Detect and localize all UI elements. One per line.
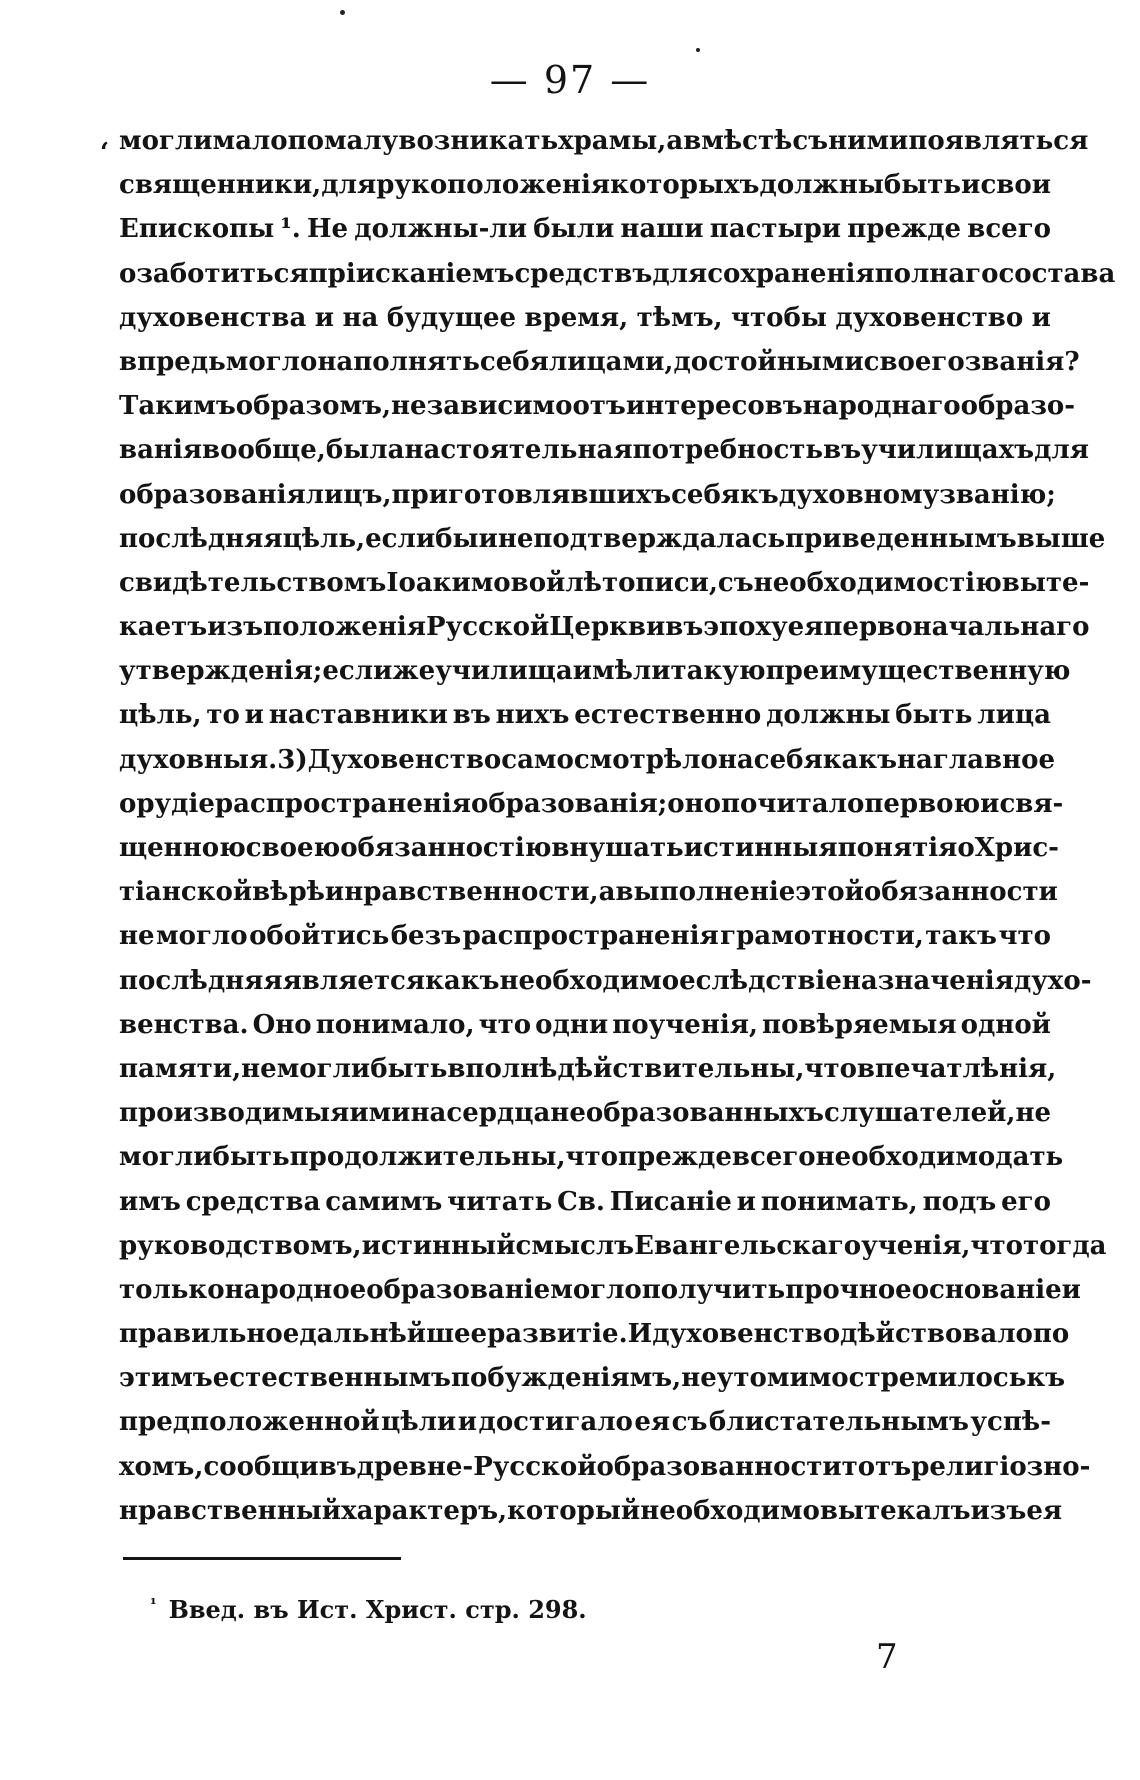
- word: не: [497, 523, 534, 554]
- word: средства: [185, 1186, 321, 1217]
- word: ея: [634, 1407, 671, 1438]
- word: какъ: [822, 744, 898, 775]
- word: образованія: [119, 479, 306, 510]
- word: впредь: [119, 346, 226, 377]
- word: повѣряемыя: [762, 1009, 957, 1040]
- word: Евангельскаго: [634, 1230, 862, 1261]
- word: сердца: [446, 1098, 551, 1129]
- text-line: [119, 1098, 1051, 1142]
- text-line: [119, 214, 1051, 258]
- text-line: [119, 1407, 1051, 1451]
- word: всего: [967, 214, 1051, 245]
- word: дать: [995, 1142, 1064, 1173]
- text-line: [119, 1053, 1057, 1098]
- word: памяти,: [119, 1053, 242, 1084]
- word: по: [1032, 1319, 1070, 1350]
- text-line: [119, 170, 1051, 214]
- word: могли: [276, 1053, 371, 1084]
- word: обязанности: [863, 877, 1058, 908]
- word: къ: [740, 479, 779, 510]
- text-line: [119, 1010, 1051, 1054]
- word: такую: [670, 656, 766, 687]
- word: выполненіе: [615, 877, 796, 908]
- word: будущее: [386, 302, 517, 333]
- word: званію;: [939, 479, 1056, 510]
- word: приведеннымъ: [785, 523, 1017, 554]
- word: необразованныхъ: [550, 1098, 824, 1129]
- word: на: [410, 1098, 447, 1129]
- word: народное: [224, 1274, 367, 1305]
- word: вытекалъ: [819, 1495, 971, 1526]
- footnote-marker: ¹: [150, 1595, 157, 1613]
- word: ея: [1026, 1495, 1063, 1526]
- word: обязанностію: [340, 833, 552, 863]
- word: который: [507, 1495, 641, 1526]
- word: образованія;: [471, 788, 668, 819]
- ink-speck: [340, 10, 345, 15]
- text-line: [119, 523, 1106, 568]
- word: же: [392, 656, 436, 687]
- word: училища: [435, 656, 573, 687]
- text-line: [119, 965, 1092, 1010]
- word: достигало: [478, 1407, 633, 1438]
- word: и: [478, 523, 498, 554]
- word: и: [961, 170, 981, 201]
- word: что: [970, 1230, 1023, 1261]
- word: основаніе: [911, 1274, 1062, 1305]
- word: свя-: [999, 788, 1064, 819]
- word: и: [457, 1407, 478, 1438]
- word: впечатлѣнія,: [856, 1053, 1057, 1084]
- word: что: [565, 1142, 619, 1173]
- word: безъ: [390, 921, 462, 952]
- word: читать: [447, 1186, 553, 1217]
- word: поученія,: [612, 1009, 758, 1040]
- text-line: [119, 877, 1058, 921]
- word: ¹.: [280, 214, 301, 245]
- word: одни: [535, 1009, 609, 1040]
- word: тогда: [1022, 1230, 1107, 1261]
- word: образованности: [596, 1451, 842, 1482]
- word: священники,: [119, 170, 322, 201]
- word: выше: [1016, 523, 1106, 554]
- word: могло: [156, 921, 248, 952]
- word: духовныя.: [119, 744, 278, 775]
- word: и: [1031, 302, 1051, 333]
- word: озаботиться: [119, 258, 309, 289]
- word: одной: [960, 1009, 1051, 1040]
- word: народнаго: [802, 391, 961, 422]
- word: истинный: [361, 1230, 516, 1261]
- word: на: [897, 744, 933, 775]
- word: своего: [863, 346, 965, 377]
- text-line: [119, 1187, 1051, 1231]
- word: И: [627, 1319, 653, 1350]
- word: дальнѣйшее: [299, 1319, 488, 1350]
- word: главное: [932, 744, 1056, 775]
- word: духовенства: [119, 302, 307, 333]
- word: изъ: [970, 1495, 1027, 1526]
- word: успѣ-: [970, 1407, 1051, 1438]
- text-line: [119, 1142, 1064, 1186]
- text-line: [119, 1274, 1081, 1319]
- footnote-separator: [123, 1557, 401, 1560]
- word: могли: [119, 1142, 213, 1173]
- word: первою: [864, 788, 981, 819]
- word: на: [342, 302, 379, 333]
- word: Св.: [557, 1186, 605, 1217]
- word: отъ: [572, 391, 626, 422]
- word: по: [287, 126, 324, 156]
- word: Хрис-: [974, 833, 1059, 863]
- text-line: [119, 567, 1090, 612]
- text-line: [119, 1451, 1091, 1496]
- word: наставники: [268, 700, 448, 731]
- word: если: [365, 523, 436, 554]
- word: потребность: [632, 435, 824, 466]
- word: прежде: [618, 1142, 732, 1173]
- word: званія?: [964, 346, 1080, 377]
- word: не: [241, 1053, 277, 1084]
- word: рукоположенія: [376, 170, 611, 201]
- word: полнаго: [874, 258, 999, 289]
- word: необходимо: [640, 1495, 820, 1526]
- word: и: [324, 877, 345, 908]
- word: сообщивъ: [203, 1451, 357, 1482]
- ink-speck: [696, 48, 700, 52]
- word: подъ: [922, 1186, 997, 1217]
- text-line: [119, 1230, 1107, 1275]
- word: производимыя: [119, 1098, 350, 1129]
- word: и: [314, 302, 335, 333]
- word: своею: [245, 833, 341, 863]
- word: для: [1034, 435, 1089, 466]
- word: духовенство: [835, 302, 1024, 333]
- word: лѣтописи,: [565, 567, 718, 598]
- word: себя: [671, 479, 741, 510]
- word: независимо: [391, 391, 573, 422]
- word: ея: [787, 612, 824, 643]
- word: ими: [349, 1098, 411, 1129]
- word: Такимъ: [119, 391, 236, 422]
- word: свидѣтельствомъ: [119, 567, 387, 598]
- text-line: [119, 744, 1056, 789]
- word: возникать: [398, 126, 559, 156]
- word: о: [957, 833, 975, 863]
- word: что: [478, 1009, 532, 1040]
- text-line: [119, 921, 1051, 965]
- word: ванія: [119, 435, 203, 466]
- word: себя: [753, 744, 823, 775]
- word: вѣрѣ: [252, 877, 325, 908]
- word: слѣдствіе: [695, 965, 842, 996]
- text-line: [119, 346, 1080, 391]
- word: интересовъ: [625, 391, 803, 422]
- word: если: [322, 656, 393, 687]
- word: стремилось: [848, 1363, 1027, 1394]
- word: назначенія: [841, 965, 1014, 996]
- word: для: [652, 258, 708, 289]
- text-line: [119, 435, 1089, 479]
- word: послѣдняя: [119, 523, 283, 554]
- word: ними: [828, 126, 909, 156]
- signature-mark: 7: [876, 1637, 898, 1677]
- footnote-text: Введ. въ Ист. Христ. стр. 298.: [168, 1595, 587, 1624]
- word: грамотности,: [720, 921, 924, 952]
- word: Церкви: [549, 612, 666, 643]
- word: религіозно-: [911, 1451, 1091, 1482]
- text-line: [119, 700, 1051, 744]
- word: время,: [524, 302, 629, 333]
- word: выте-: [1001, 567, 1090, 598]
- word: подтверждалась: [533, 523, 786, 554]
- word: самимъ: [325, 1186, 443, 1217]
- word: изъ: [207, 612, 264, 643]
- word: правильное: [119, 1319, 300, 1350]
- word: прежде: [847, 214, 962, 245]
- word: Русской: [426, 612, 550, 643]
- word: нихъ: [495, 700, 570, 731]
- word: понятія: [837, 833, 958, 863]
- word: къ: [1026, 1363, 1066, 1394]
- word: цѣль,: [119, 700, 202, 731]
- word: этой: [795, 877, 864, 908]
- word: вмѣстѣ: [683, 126, 793, 156]
- word: были: [533, 214, 615, 245]
- word: должны-ли: [354, 214, 528, 245]
- word: венства.: [119, 1009, 249, 1040]
- word: предположенной: [119, 1407, 380, 1438]
- word: которыхъ: [610, 170, 760, 201]
- text-line: [119, 1363, 1066, 1407]
- word: положенія: [263, 612, 427, 643]
- word: пастыри: [709, 214, 842, 245]
- word: съ: [717, 567, 754, 598]
- word: сохраненія: [707, 258, 875, 289]
- word: и: [736, 1186, 756, 1217]
- margin-mark: ‘: [100, 138, 110, 168]
- word: быть: [370, 1053, 448, 1084]
- word: истинныя: [683, 833, 838, 863]
- word: необходимое: [499, 965, 696, 996]
- word: естественно: [574, 700, 762, 731]
- word: съ: [792, 126, 829, 156]
- word: цѣли: [381, 1407, 457, 1438]
- word: необходимостію: [753, 567, 1002, 598]
- word: 3): [277, 744, 308, 775]
- word: могло: [225, 346, 318, 377]
- word: тѣмъ,: [636, 302, 723, 333]
- text-line: [119, 479, 1056, 524]
- word: не: [119, 921, 155, 952]
- word: должны: [759, 170, 884, 201]
- word: ученія,: [861, 1230, 971, 1261]
- footnote: [150, 1595, 587, 1624]
- word: слушателей,: [824, 1098, 1016, 1129]
- word: почитало: [721, 788, 865, 819]
- text-line: [119, 1495, 1063, 1540]
- word: что: [998, 921, 1051, 952]
- text-line: [119, 126, 1089, 170]
- word: духовенство: [652, 1319, 841, 1350]
- word: прочное: [785, 1274, 912, 1305]
- word: образованіе: [366, 1274, 551, 1305]
- word: имъ: [119, 1186, 181, 1217]
- word: распространенія: [214, 788, 471, 819]
- word: чтобы: [731, 302, 827, 333]
- word: достойными: [673, 346, 864, 377]
- word: побужденіямъ,: [451, 1363, 682, 1394]
- word: духо-: [1013, 965, 1092, 996]
- word: бы: [435, 523, 479, 554]
- word: могли: [119, 126, 213, 156]
- word: быть: [212, 1142, 290, 1173]
- word: приготовлявшихъ: [391, 479, 672, 510]
- word: мало: [212, 126, 288, 156]
- word: получить: [641, 1274, 786, 1305]
- word: образо-: [960, 391, 1076, 422]
- word: то: [206, 700, 240, 731]
- word: внушать: [551, 833, 684, 863]
- main-text: [119, 126, 1116, 1540]
- word: неутомимо: [681, 1363, 849, 1394]
- word: появляться: [908, 126, 1089, 156]
- word: дѣйствительны,: [557, 1053, 805, 1084]
- word: развитіе.: [487, 1319, 628, 1350]
- word: быть: [895, 700, 973, 731]
- word: Оно: [252, 1009, 312, 1040]
- word: и: [980, 788, 1000, 819]
- word: въ: [665, 612, 704, 643]
- word: дѣйствовало: [840, 1319, 1033, 1350]
- word: и: [244, 700, 264, 731]
- word: характеръ,: [341, 1495, 508, 1526]
- word: естественнымъ: [212, 1363, 451, 1394]
- word: эпоху: [703, 612, 788, 643]
- word: продолжительны,: [289, 1142, 566, 1173]
- word: а: [598, 877, 616, 908]
- word: въ: [452, 700, 491, 731]
- word: свои: [980, 170, 1051, 201]
- word: его: [1001, 1186, 1051, 1217]
- word: должны: [766, 700, 891, 731]
- word: необходимо: [815, 1142, 996, 1173]
- word: только: [119, 1274, 225, 1305]
- word: Іоакимовой: [386, 567, 566, 598]
- word: каетъ: [119, 612, 208, 643]
- word: хомъ,: [119, 1451, 204, 1482]
- word: нравственности,: [344, 877, 599, 908]
- text-line: [119, 833, 1059, 877]
- word: а: [666, 126, 684, 156]
- word: такъ: [925, 921, 997, 952]
- word: образомъ,: [235, 391, 392, 422]
- word: Епископы: [119, 214, 275, 245]
- word: могло: [550, 1274, 642, 1305]
- word: древне-Русской: [356, 1451, 597, 1482]
- word: какъ: [425, 965, 500, 996]
- word: преимущественную: [765, 656, 1071, 687]
- word: утвержденія;: [119, 656, 323, 687]
- word: смыслъ: [515, 1230, 635, 1261]
- word: этимъ: [119, 1363, 213, 1394]
- word: Писаніе: [609, 1186, 732, 1217]
- text-line: [119, 1319, 1070, 1363]
- word: не: [1015, 1098, 1052, 1129]
- word: смотрѣло: [573, 744, 718, 775]
- text-line: [119, 391, 1076, 435]
- word: вообще,: [202, 435, 326, 466]
- word: духовному: [778, 479, 940, 510]
- word: училищахъ: [861, 435, 1035, 466]
- word: первоначальнаго: [823, 612, 1090, 643]
- word: оно: [667, 788, 721, 819]
- text-line: [119, 788, 1064, 833]
- word: быть: [883, 170, 962, 201]
- word: лицами,: [548, 346, 674, 377]
- word: тотъ: [841, 1451, 912, 1482]
- word: нравственный: [119, 1495, 342, 1526]
- word: настоятельная: [404, 435, 633, 466]
- word: прiисканiемъ: [308, 258, 515, 289]
- text-line: [119, 258, 1116, 303]
- word: что: [804, 1053, 857, 1084]
- word: блистательнымъ: [708, 1407, 969, 1438]
- word: на: [717, 744, 754, 775]
- word: всего: [731, 1142, 816, 1173]
- word: само: [501, 744, 574, 775]
- word: щенною: [119, 833, 246, 863]
- text-line: [119, 303, 1051, 347]
- word: руководствомъ,: [119, 1230, 362, 1261]
- word: распространенія: [462, 921, 719, 952]
- word: храмы,: [558, 126, 667, 156]
- word: вполнѣ: [447, 1053, 558, 1084]
- word: послѣдняя: [119, 965, 283, 996]
- word: лица: [977, 700, 1051, 731]
- word: въ: [823, 435, 862, 466]
- page-number: — 97 —: [489, 58, 651, 102]
- word: является: [282, 965, 426, 996]
- word: понимать,: [760, 1186, 918, 1217]
- word: понимало,: [315, 1009, 475, 1040]
- word: лицъ,: [305, 479, 392, 510]
- word: и: [1061, 1274, 1081, 1305]
- word: тіанской: [119, 877, 253, 908]
- word: цѣль,: [282, 523, 366, 554]
- word: себя: [479, 346, 549, 377]
- word: обойтись: [249, 921, 390, 952]
- text-line: [119, 612, 1090, 656]
- word: состава: [998, 258, 1116, 289]
- word: Духовенство: [307, 744, 502, 775]
- word: наполнять: [317, 346, 480, 377]
- word: для: [321, 170, 377, 201]
- word: съ: [671, 1407, 708, 1438]
- word: была: [325, 435, 405, 466]
- word: наши: [620, 214, 704, 245]
- word: имѣли: [572, 656, 671, 687]
- text-line: [119, 656, 1071, 700]
- word: средствъ: [514, 258, 653, 289]
- word: малу: [323, 126, 399, 156]
- word: орудіе: [119, 788, 215, 819]
- word: Не: [306, 214, 349, 245]
